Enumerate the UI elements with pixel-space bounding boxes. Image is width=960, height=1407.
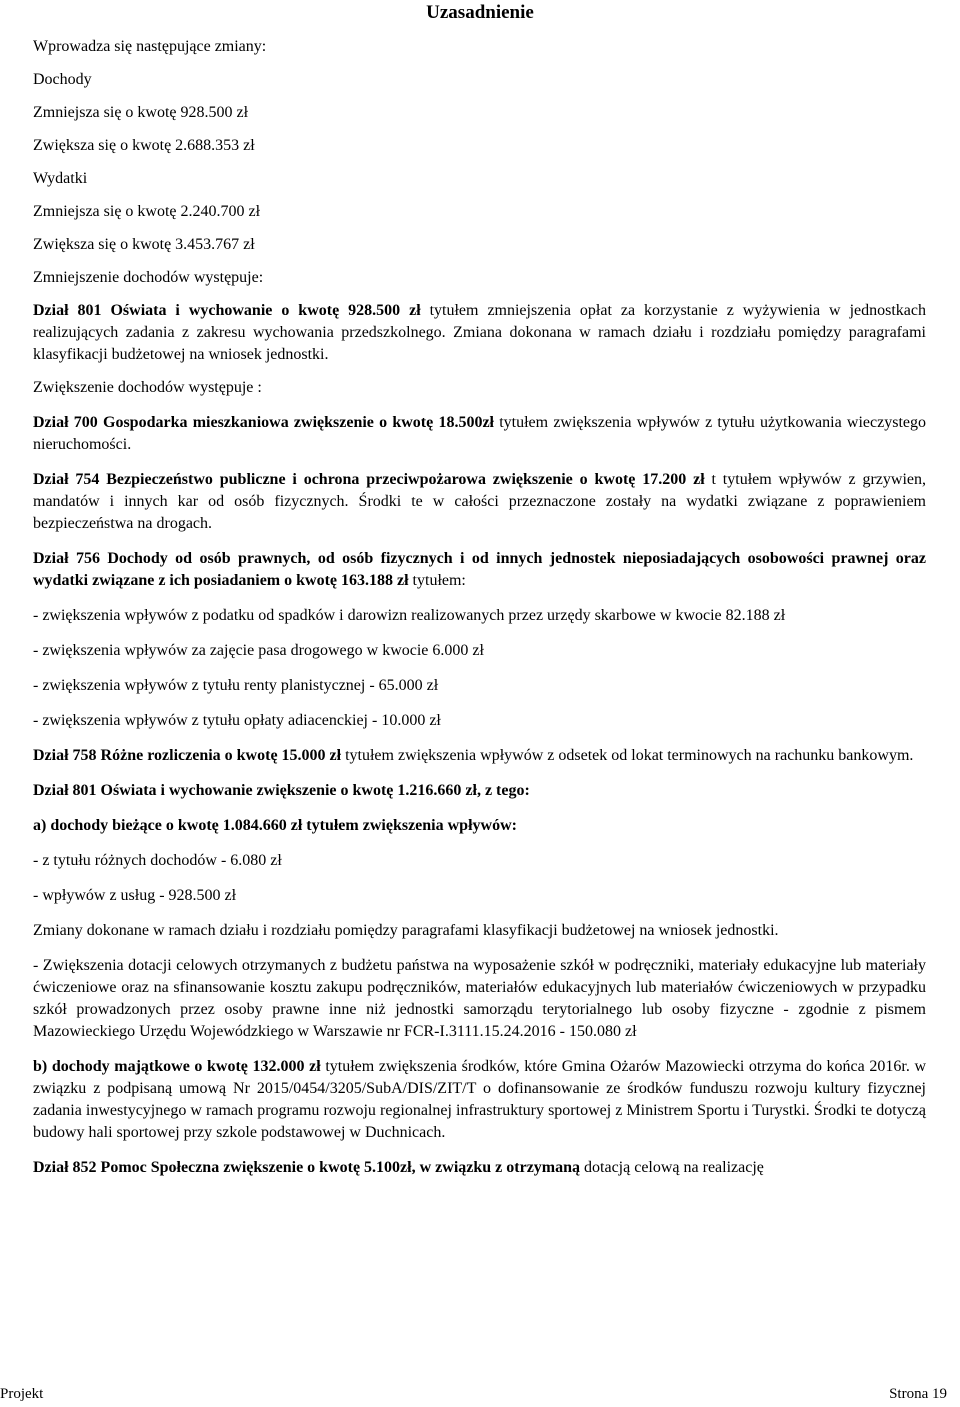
footer-page-number: Strona 19 — [889, 1386, 947, 1402]
section-700 — [33, 412, 926, 456]
footer-project-label: Projekt — [0, 1386, 44, 1402]
section-801-decrease-text: tytułem zmniejszenia opłat za korzystanie z wyżywienia w jednostkach realizujących zadania z zakresu wychowania przedszkolnego. Zmiana dokonana w ramach działu i rozdziału pomiędzy paragrafami klasyfikacji budżetowej na wniosek jednostki. — [33, 302, 926, 363]
section-852-heading: Dział 852 Pomoc Społeczna zwiększenie o kwotę 5.100zł, w związku z otrzymaną — [33, 1159, 581, 1176]
list-item: - zwiększenia wpływów z podatku od spadków i darowizn realizowanych przez urzędy skarbowe w kwocie 82.188 zł — [33, 607, 786, 624]
section-754 — [33, 469, 926, 535]
wydatki-zwieksza: Zwiększa się o kwotę 3.453.767 zł — [33, 236, 255, 253]
dochody-zwieksza: Zwiększa się o kwotę 2.688.353 zł — [33, 137, 255, 154]
section-801-capital-income-heading: b) dochody majątkowe o kwotę 132.000 zł — [33, 1058, 321, 1075]
intro-text: Wprowadza się następujące zmiany: — [33, 38, 267, 55]
list-item: - wpływów z usług - 928.500 zł — [33, 887, 237, 904]
section-756 — [33, 548, 926, 592]
section-700-heading: Dział 700 Gospodarka mieszkaniowa zwiększenie o kwotę 18.500zł — [33, 414, 494, 431]
dochody-label: Dochody — [33, 71, 92, 88]
section-758 — [33, 745, 926, 767]
section-758-text: tytułem zwiększenia wpływów z odsetek od lokat terminowych na rachunku bankowym. — [341, 747, 914, 764]
section-758-heading: Dział 758 Różne rozliczenia o kwotę 15.000 zł — [33, 747, 342, 764]
zwiekszenie-heading: Zwiększenie dochodów występuje : — [33, 379, 262, 396]
section-801-capital-income — [33, 1056, 926, 1144]
section-801-decrease — [33, 300, 926, 366]
dochody-zmniejsza: Zmniejsza się o kwotę 928.500 zł — [33, 104, 249, 121]
list-item: - zwiększenia wpływów z tytułu opłaty adiacenckiej - 10.000 zł — [33, 712, 441, 729]
section-700-text: tytułem zwiększenia wpływów z tytułu użytkowania wieczystego nieruchomości. — [33, 414, 927, 453]
section-801-changes-text: Zmiany dokonane w ramach działu i rozdziału pomiędzy paragrafami klasyfikacji budżetowej na wniosek jednostki. — [33, 922, 779, 939]
section-801-decrease-heading: Dział 801 Oświata i wychowanie o kwotę 928.500 zł — [33, 302, 421, 319]
section-801-increase-heading: Dział 801 Oświata i wychowanie zwiększenie o kwotę 1.216.660 zł, z tego: — [33, 782, 530, 799]
section-852 — [33, 1157, 926, 1179]
section-801-grants-text: - Zwiększenia dotacji celowych otrzymanych z budżetu państwa na wyposażenie szkół w podręczniki, materiały edukacyjne lub materiały ćwiczeniowe oraz na sfinansowanie kosztu zakupu podręczników, materiałów edukacyjnych lub materiałów ćwiczeniowych w przypadku szkół prowadzonych przez osoby prawne inne niż jednostki samorządu terytorialnego lub osoby fizyczne - zgodnie z pismem Mazowieckiego Urzędu Wojewódzkiego w Warszawie nr FCR-I.3111.15.24.2016 - 150.080 zł — [33, 957, 926, 1040]
list-item: - z tytułu różnych dochodów - 6.080 zł — [33, 852, 282, 869]
section-756-text: tytułem: — [408, 572, 466, 589]
section-801-current-income-heading: a) dochody bieżące o kwotę 1.084.660 zł tytułem zwiększenia wpływów: — [33, 817, 517, 834]
zmniejszenie-heading: Zmniejszenie dochodów występuje: — [33, 269, 264, 286]
list-item: - zwiększenia wpływów za zajęcie pasa drogowego w kwocie 6.000 zł — [33, 642, 484, 659]
page-title: Uzasadnienie — [426, 2, 534, 23]
document-body — [33, 36, 926, 1179]
list-item: - zwiększenia wpływów z tytułu renty planistycznej - 65.000 zł — [33, 677, 439, 694]
section-756-heading: Dział 756 Dochody od osób prawnych, od osób fizycznych i od innych jednostek nieposiadających osobowości prawnej oraz wydatki związane z ich posiadaniem o kwotę 163.188 zł — [33, 550, 926, 589]
section-754-text: t tytułem wpływów z grzywien, mandatów i innych kar od osób fizycznych. Środki te w całości przeznaczone zostały na wydatki związane z poprawieniem bezpieczeństwa na drogach. — [33, 471, 926, 532]
wydatki-label: Wydatki — [33, 170, 88, 187]
section-852-text: dotacją celową na realizację — [580, 1159, 764, 1176]
wydatki-zmniejsza: Zmniejsza się o kwotę 2.240.700 zł — [33, 203, 261, 220]
section-801-capital-income-text: tytułem zwiększenia środków, które Gmina Ożarów Mazowiecki otrzyma do końca 2016r. w związku z podpisaną umową Nr 2015/0454/3205/SubA/DIS/ZIT/T o dofinansowanie ze środków funduszu rozwoju kultury fizycznej zadania inwestycyjnego w ramach programu rozwoju regionalnej infrastruktury sportowej z Ministrem Sportu i Turystki. Środki te dotyczą budowy hali sportowej przy szkole podstawowej w Duchnicach. — [33, 1058, 926, 1141]
section-754-heading: Dział 754 Bezpieczeństwo publiczne i ochrona przeciwpożarowa zwiększenie o kwotę 17.200 zł — [33, 471, 705, 488]
